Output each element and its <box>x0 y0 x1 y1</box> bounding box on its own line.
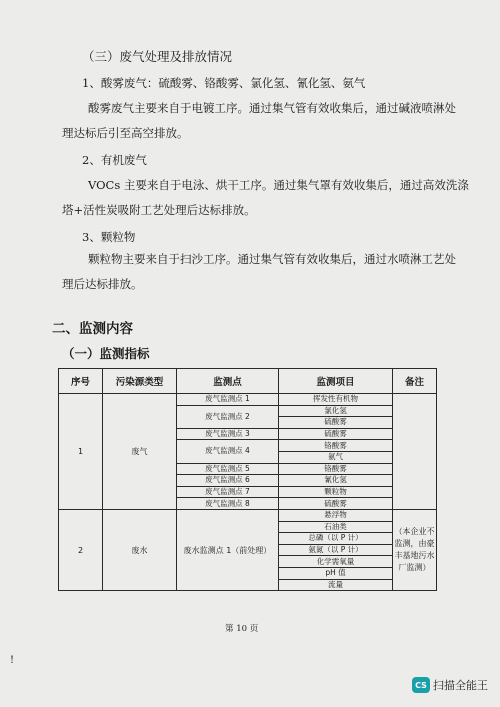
gas-point-cell: 废气监测点 2 <box>177 405 279 428</box>
gas-item-cell: 氰化氢 <box>279 475 393 487</box>
gas-point-cell: 废气监测点 7 <box>177 486 279 498</box>
gas-item-cell: 铬酸雾 <box>279 440 393 452</box>
header-item: 监测项目 <box>279 369 393 394</box>
water-type-cell: 废水 <box>103 509 177 590</box>
item-1-paragraph-line-2: 理达标后引至高空排放。 <box>62 126 189 140</box>
gas-point-cell: 废气监测点 1 <box>177 394 279 406</box>
table-row <box>59 394 437 406</box>
gas-type-cell: 废气 <box>103 394 177 510</box>
item-3-title: 3、颗粒物 <box>82 230 136 244</box>
gas-item-cell: 硫酸雾 <box>279 417 393 429</box>
item-3-paragraph-line-2: 理后达标排放。 <box>62 277 143 291</box>
water-item-cell: 氨氮（以 P 计） <box>279 544 393 556</box>
header-remark: 备注 <box>393 369 437 394</box>
item-1-paragraph-line-1: 酸雾废气主要来自于电镀工序。通过集气管有效收集后，通过碱液喷淋处 <box>88 101 456 115</box>
water-remark-cell: （本企业不监测，由豪丰基地污水厂监测） <box>393 509 437 590</box>
water-item-cell: 悬浮物 <box>279 509 393 521</box>
scanner-watermark <box>412 677 488 693</box>
gas-item-cell: 硫酸雾 <box>279 428 393 440</box>
item-2-paragraph-line-1: VOCs 主要来自于电泳、烘干工序。通过集气罩有效收集后，通过高效洗涤 <box>88 178 469 192</box>
gas-point-cell: 废气监测点 4 <box>177 440 279 463</box>
section-two-title: 二、监测内容 <box>52 321 133 337</box>
watermark-label: 扫描全能王 <box>433 679 488 692</box>
item-3-paragraph-line-1: 颗粒物主要来自于扫沙工序。通过集气管有效收集后，通过水喷淋工艺处 <box>88 252 456 266</box>
gas-item-cell: 铬酸雾 <box>279 463 393 475</box>
water-no-cell: 2 <box>59 509 103 590</box>
gas-item-cell: 颗粒物 <box>279 486 393 498</box>
water-item-cell: 化学需氧量 <box>279 556 393 568</box>
gas-no-cell: 1 <box>59 394 103 510</box>
page-number: 第 10 页 <box>225 624 259 634</box>
water-item-cell: pH 值 <box>279 567 393 579</box>
water-item-cell: 总磷（以 P 计） <box>279 533 393 545</box>
gas-point-cell: 废气监测点 8 <box>177 498 279 510</box>
header-point: 监测点 <box>177 369 279 394</box>
item-2-paragraph-line-2: 塔+活性炭吸附工艺处理后达标排放。 <box>62 203 256 217</box>
subsection-one-title: （一）监测指标 <box>62 346 150 361</box>
item-2-title: 2、有机废气 <box>82 153 147 167</box>
gas-remark-cell <box>393 394 437 510</box>
margin-mark: ! <box>10 655 15 666</box>
water-point-cell: 废水监测点 1（前处理） <box>177 509 279 590</box>
header-source-type: 污染源类型 <box>103 369 177 394</box>
item-1-title: 1、酸雾废气：硫酸雾、铬酸雾、氯化氢、氰化氢、氨气 <box>82 76 366 90</box>
water-item-cell: 流量 <box>279 579 393 591</box>
cs-logo-icon: CS <box>412 677 430 693</box>
header-no: 序号 <box>59 369 103 394</box>
water-item-cell: 石油类 <box>279 521 393 533</box>
table-row <box>59 509 437 521</box>
gas-item-cell: 硫酸雾 <box>279 498 393 510</box>
gas-point-cell: 废气监测点 6 <box>177 475 279 487</box>
gas-point-cell: 废气监测点 5 <box>177 463 279 475</box>
gas-item-cell: 挥发性有机物 <box>279 394 393 406</box>
gas-item-cell: 氯化氢 <box>279 405 393 417</box>
section-3-title: （三）废气处理及排放情况 <box>82 49 233 64</box>
gas-point-cell: 废气监测点 3 <box>177 428 279 440</box>
table-header-row <box>59 369 437 394</box>
gas-item-cell: 氨气 <box>279 451 393 463</box>
monitoring-table <box>58 368 437 591</box>
